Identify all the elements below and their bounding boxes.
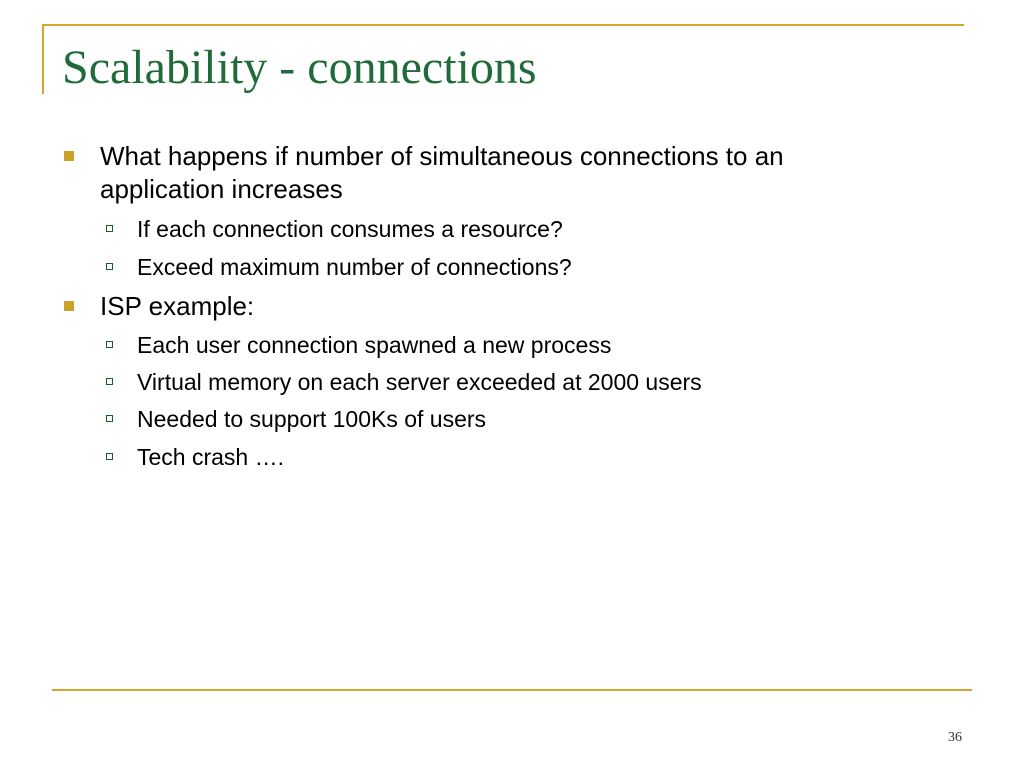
square-bullet-icon [64,301,74,311]
sub-bullet-item [137,331,937,359]
hollow-square-bullet-icon [106,453,113,460]
hollow-square-bullet-icon [106,341,113,348]
slide-title: Scalability - connections [62,41,537,94]
sub-bullet-text: If each connection consumes a resource? [137,216,563,242]
sub-bullet-item [137,443,937,471]
hollow-square-bullet-icon [106,225,113,232]
bullet-item [100,290,940,323]
sub-bullet-text: Tech crash …. [137,444,284,470]
sub-bullet-text: Each user connection spawned a new process [137,332,612,358]
bullet-text-line2: application increases [100,174,343,204]
sub-bullet-text: Virtual memory on each server exceeded at 2000 users [137,369,702,395]
hollow-square-bullet-icon [106,415,113,422]
sub-bullet-item [137,253,937,281]
sub-bullet-text: Needed to support 100Ks of users [137,406,487,432]
bullet-item [100,140,940,206]
bullet-text-line1: What happens if number of simultaneous connections to an [100,141,784,171]
sub-bullet-item [137,405,937,433]
hollow-square-bullet-icon [106,378,113,385]
footer-rule [52,689,972,691]
sub-bullet-item [137,368,937,396]
square-bullet-icon [64,151,74,161]
sub-bullet-item [137,215,937,243]
bullet-text-line1: ISP example: [100,291,255,321]
page-number: 36 [948,730,962,745]
sub-bullet-text: Exceed maximum number of connections? [137,254,572,280]
hollow-square-bullet-icon [106,263,113,270]
